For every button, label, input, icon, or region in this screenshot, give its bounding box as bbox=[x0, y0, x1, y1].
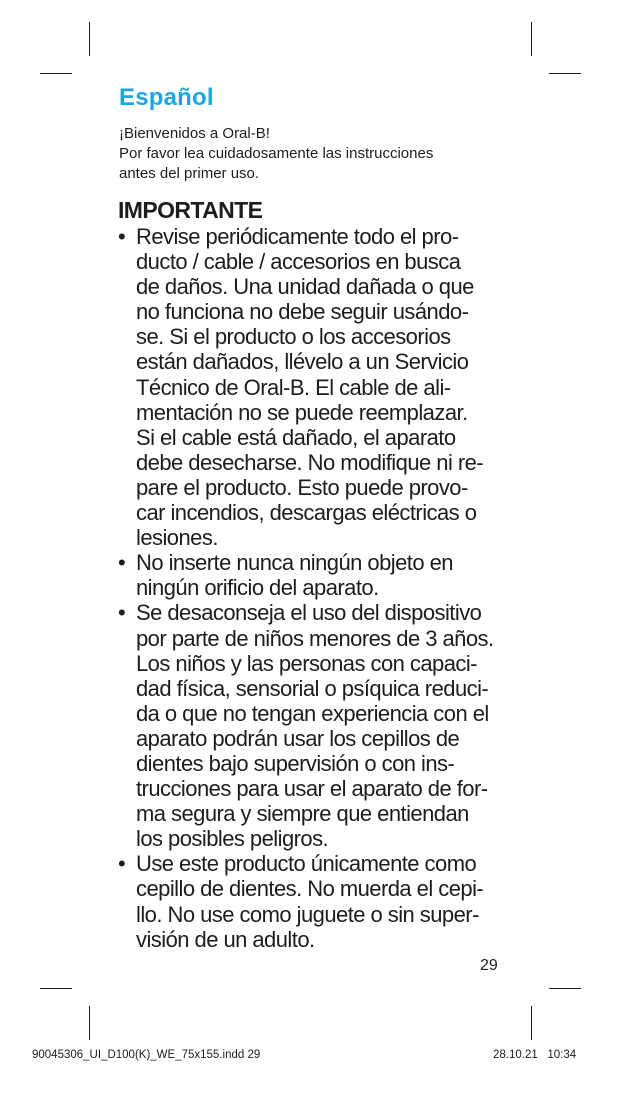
bullet-line bbox=[118, 500, 518, 525]
bullet-text: mentación no se puede reemplazar. bbox=[136, 399, 468, 425]
bullet-text: están dañados, llévelo a un Servicio bbox=[136, 349, 469, 375]
bullet-item bbox=[118, 600, 518, 851]
bullet-line bbox=[118, 600, 518, 625]
bullet-line bbox=[118, 425, 518, 450]
bullet-dot-icon: • bbox=[118, 851, 126, 877]
bullet-text: Si el cable está dañado, el aparato bbox=[136, 424, 456, 450]
bullet-line bbox=[118, 726, 518, 751]
bullet-line bbox=[118, 876, 518, 901]
bullet-text: llo. No use como juguete o sin super- bbox=[136, 901, 479, 927]
bullet-line bbox=[118, 224, 518, 249]
bullet-line bbox=[118, 927, 518, 952]
bullet-line bbox=[118, 676, 518, 701]
bullet-line bbox=[118, 375, 518, 400]
crop-mark-bottom-left-horizontal bbox=[40, 988, 72, 989]
bullet-line bbox=[118, 626, 518, 651]
bullet-text: dad física, sensorial o psíquica reduci- bbox=[136, 675, 489, 701]
bullet-text: da o que no tengan experiencia con el bbox=[136, 700, 489, 726]
bullet-text: se. Si el producto o los accesorios bbox=[136, 324, 451, 350]
bullet-text: ma segura y siempre que entiendan bbox=[136, 801, 469, 827]
bullet-item bbox=[118, 851, 518, 951]
bullet-dot-icon: • bbox=[118, 224, 126, 249]
bullet-text: ducto / cable / accesorios en busca bbox=[136, 249, 461, 275]
crop-mark-top-right-vertical bbox=[531, 22, 532, 56]
warning-list bbox=[118, 224, 518, 952]
bullet-dot-icon: • bbox=[118, 600, 126, 626]
page-number: 29 bbox=[480, 957, 498, 974]
bullet-text: no funciona no debe seguir usándo- bbox=[136, 299, 469, 325]
bullet-line bbox=[118, 801, 518, 826]
language-title: Español bbox=[119, 84, 214, 111]
bullet-text: Los niños y las personas con capaci- bbox=[136, 650, 477, 676]
bullet-text: Use este producto únicamente como bbox=[136, 851, 477, 877]
bullet-line bbox=[118, 826, 518, 851]
crop-mark-top-left-horizontal bbox=[40, 73, 72, 74]
bullet-line bbox=[118, 575, 518, 600]
bullet-line bbox=[118, 776, 518, 801]
bullet-line bbox=[118, 701, 518, 726]
bullet-line bbox=[118, 249, 518, 274]
bullet-line bbox=[118, 751, 518, 776]
crop-mark-bottom-right-horizontal bbox=[549, 988, 581, 989]
intro-line: ¡Bienvenidos a Oral-B! bbox=[119, 125, 270, 142]
bullet-text: car incendios, descargas eléctricas o bbox=[136, 500, 477, 526]
bullet-text: aparato podrán usar los cepillos de bbox=[136, 725, 460, 751]
bullet-line bbox=[118, 475, 518, 500]
bullet-line bbox=[118, 299, 518, 324]
bullet-line bbox=[118, 525, 518, 550]
crop-mark-top-left-vertical bbox=[89, 22, 90, 56]
bullet-line bbox=[118, 274, 518, 299]
bullet-line bbox=[118, 400, 518, 425]
intro-text bbox=[119, 124, 539, 184]
bullet-line bbox=[118, 550, 518, 575]
bullet-dot-icon: • bbox=[118, 550, 126, 576]
crop-mark-top-right-horizontal bbox=[549, 73, 581, 74]
bullet-text: ningún orificio del aparato. bbox=[136, 575, 379, 601]
bullet-text: No inserte nunca ningún objeto en bbox=[136, 550, 453, 576]
bullet-text: visión de un adulto. bbox=[136, 926, 315, 952]
bullet-item bbox=[118, 550, 518, 600]
crop-mark-bottom-left-vertical bbox=[89, 1006, 90, 1040]
bullet-text: Se desaconseja el uso del dispositivo bbox=[136, 600, 482, 626]
intro-line: Por favor lea cuidadosamente las instrucciones bbox=[119, 145, 434, 162]
bullet-item bbox=[118, 224, 518, 550]
footer-file-info: 90045306_UI_D100(K)_WE_75x155.indd 29 bbox=[32, 1049, 261, 1061]
bullet-text: debe desecharse. No modifique ni re- bbox=[136, 449, 484, 475]
footer-date-time: 28.10.21 10:34 bbox=[493, 1049, 577, 1061]
bullet-text: Técnico de Oral-B. El cable de ali- bbox=[136, 374, 451, 400]
bullet-line bbox=[118, 324, 518, 349]
bullet-line bbox=[118, 349, 518, 374]
bullet-text: por parte de niños menores de 3 años. bbox=[136, 625, 494, 651]
bullet-line bbox=[118, 902, 518, 927]
bullet-text: trucciones para usar el aparato de for- bbox=[136, 776, 488, 802]
intro-line: antes del primer uso. bbox=[119, 165, 260, 182]
bullet-line bbox=[118, 450, 518, 475]
bullet-text: lesiones. bbox=[136, 525, 218, 551]
bullet-line bbox=[118, 651, 518, 676]
bullet-text: pare el producto. Esto puede provo- bbox=[136, 474, 468, 500]
bullet-text: de daños. Una unidad dañada o que bbox=[136, 274, 474, 300]
bullet-text: los posibles peligros. bbox=[136, 826, 329, 852]
crop-mark-bottom-right-vertical bbox=[531, 1006, 532, 1040]
bullet-text: dientes bajo supervisión o con ins- bbox=[136, 750, 455, 776]
bullet-text: Revise periódicamente todo el pro- bbox=[136, 224, 459, 249]
section-heading: IMPORTANTE bbox=[118, 197, 263, 223]
bullet-text: cepillo de dientes. No muerda el cepi- bbox=[136, 876, 484, 902]
bullet-line bbox=[118, 851, 518, 876]
